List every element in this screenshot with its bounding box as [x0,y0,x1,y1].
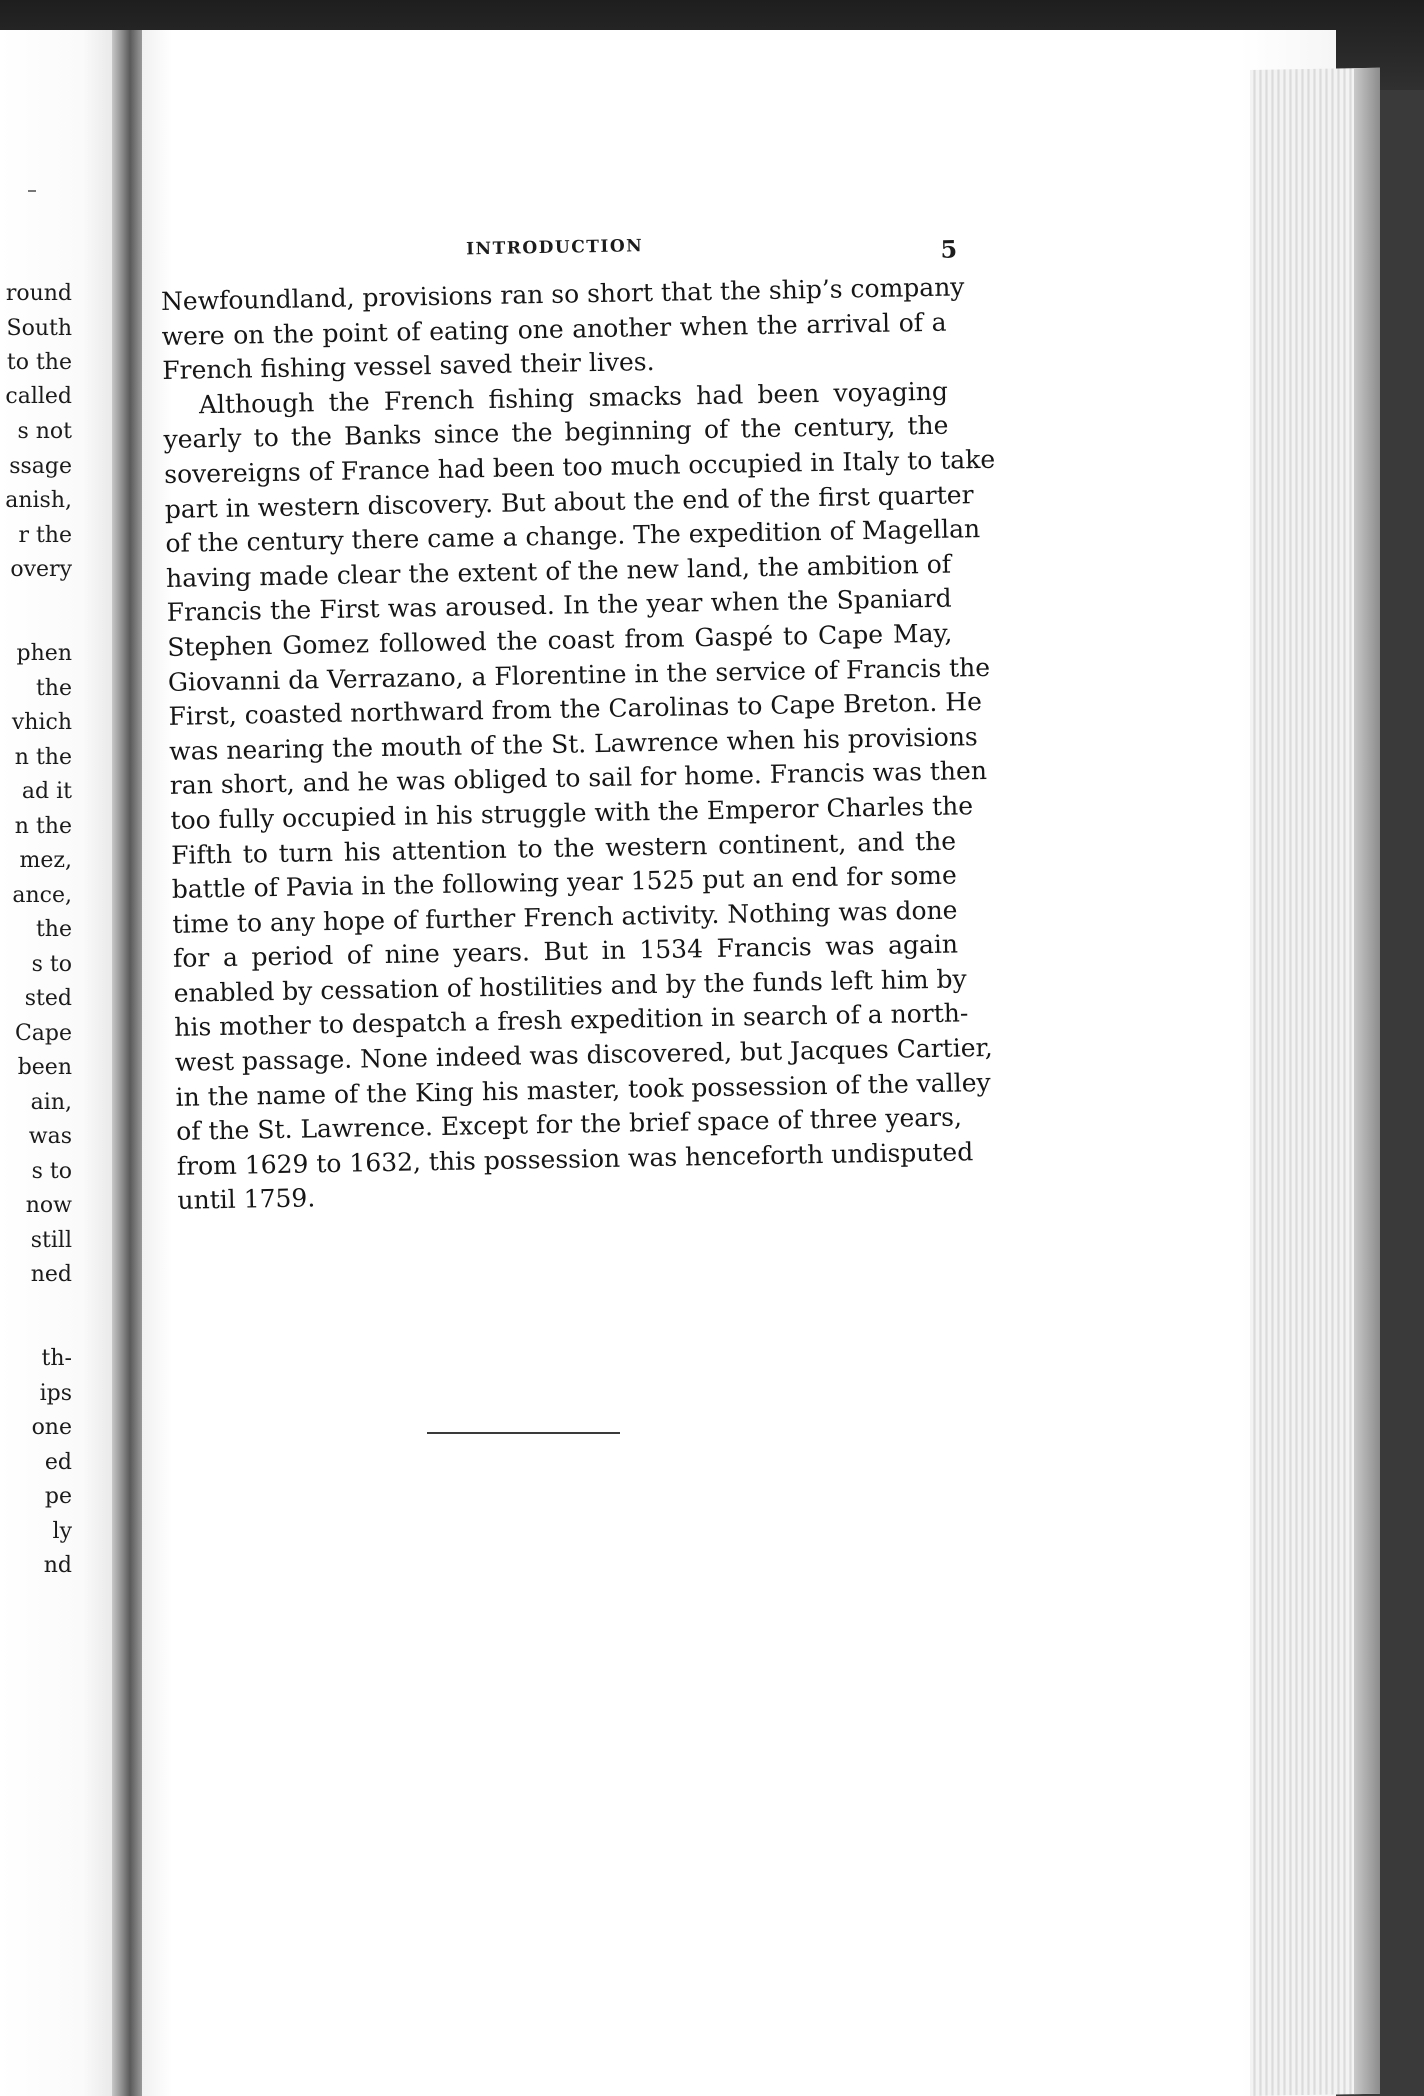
previous-page-line: n the [14,814,72,839]
text-line: of the century there came a change. The expedition of Magellan [165,514,981,559]
previous-page-line: s to [31,1159,72,1184]
previous-page-line: South [6,316,72,341]
previous-page-line: ly [52,1519,72,1544]
previous-page-line: mez, [19,848,72,873]
previous-page-line: ips [39,1381,72,1406]
previous-page-line: called [5,384,72,409]
text-line: ran short, and he was obliged to sail for home. Francis was then [169,756,988,801]
previous-page-line: ned [30,1262,72,1287]
previous-page-line: anish, [5,488,72,513]
text-line: battle of Pavia in the following year 1525 put an end for some [171,860,958,904]
page-number: 5 [940,234,958,264]
previous-page-line: ance, [12,883,72,908]
previous-page-line: ssage [9,454,72,479]
paragraph [163,374,996,1218]
text-line: too fully occupied in his struggle with the Emperor Charles the [170,791,974,835]
previous-page-line: was [28,1124,72,1149]
text-line: Giovanni da Verrazano, a Florentine in the service of Francis the [167,652,991,697]
previous-page-line: Cape [14,1021,72,1046]
text-line: for a period of nine years. But in 1534 Francis was again [172,929,959,974]
book-gutter [112,30,142,2096]
text-line: were on the point of eating one another when the arrival of a [161,307,947,351]
text-line: Fifth to turn his attention to the western continent, and the [170,826,957,870]
text-line: Newfoundland, provisions ran so short that the ship’s company [160,272,965,316]
section-end-rule [427,1432,620,1434]
text-line: of the St. Lawrence. Except for the brief space of three years, [175,1102,963,1147]
previous-page-line: overy [10,557,72,582]
previous-page-line: round [5,281,72,306]
body-text [160,271,996,1219]
previous-page-line: been [17,1055,72,1080]
text-line: First, coasted northward from the Carolinas to Cape Breton. He [168,687,983,732]
text-line: part in western discovery. But about the end of the first quarter [164,479,974,524]
text-line: having made clear the extent of the new land, the ambition of [165,549,952,593]
previous-page-line: to the [6,350,72,375]
previous-page-line: still [30,1228,72,1253]
text-line: from 1629 to 1632, this possession was henceforth undisputed [176,1137,974,1181]
previous-page-line: now [25,1193,72,1218]
text-line: was nearing the mouth of the St. Lawrence when his provisions [169,721,978,766]
text-line: his mother to despatch a fresh expedition in search of a north- [174,998,969,1043]
previous-page-line: s not [17,419,72,444]
previous-page-line: th- [41,1346,72,1371]
previous-page-line: nd [43,1553,72,1578]
text-line: enabled by cessation of hostilities and by the funds left him by [173,964,967,1008]
previous-page [0,30,118,2096]
page-mark [28,190,36,192]
previous-page-line: n the [14,745,72,770]
text-line: Although the French fishing smacks had been voyaging [198,376,949,420]
previous-page-line: vhich [11,710,72,735]
previous-page-line: the [35,676,72,701]
text-line: French fishing vessel saved their lives. [162,347,655,386]
previous-page-line: s to [31,952,72,977]
previous-page-line: ain, [30,1090,72,1115]
text-line: west passage. None indeed was discovered, but Jacques Cartier, [174,1032,993,1077]
text-line: Francis the First was aroused. In the year when the Spaniard [166,583,952,628]
text-line: until 1759. [177,1183,316,1216]
text-line: in the name of the King his master, took possession of the valley [175,1067,991,1112]
previous-page-line: ed [44,1450,72,1475]
text-line: time to any hope of further French activity. Nothing was done [172,895,958,939]
previous-page-line: the [35,917,72,942]
previous-page-line: pe [44,1484,72,1509]
text-line: sovereigns of France had been too much occupied in Italy to take [163,444,996,489]
previous-page-line: ad it [21,779,72,804]
text-line: yearly to the Banks since the beginning of the century, the [163,410,949,455]
page-header-title: INTRODUCTION [465,236,644,260]
previous-page-line: r the [18,523,72,548]
previous-page-line: phen [16,641,72,666]
previous-page-line: sted [24,986,72,1011]
text-line: Stephen Gomez followed the coast from Gaspé to Cape May, [167,618,953,662]
paragraph [160,271,965,389]
page-text-block [160,231,996,1219]
previous-page-line: one [31,1415,72,1440]
page-edges [1250,68,1380,2096]
